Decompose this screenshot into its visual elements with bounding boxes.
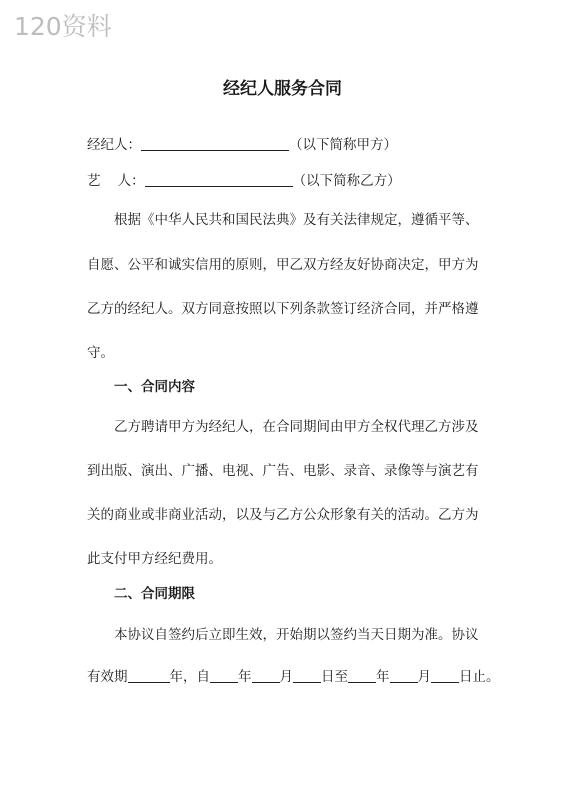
- preamble-line-4: 守。: [87, 345, 114, 361]
- agent-line: [87, 136, 507, 154]
- section-1-line-3: 关的商业或非商业活动，以及与乙方公众形象有关的活动。乙方为: [87, 507, 479, 523]
- preamble-line-2: 自愿、公平和诚实信用的原则，甲乙双方经友好协商决定，甲方为: [87, 257, 479, 273]
- end-year-field[interactable]: [348, 668, 376, 683]
- section-2-line-1: 本协议自签约后立即生效，开始期以签约当天日期为准。协议: [114, 627, 479, 643]
- artist-blank-field[interactable]: [145, 172, 293, 187]
- validity-period-line: [87, 668, 507, 686]
- agent-note: （以下简称甲方）: [289, 137, 397, 153]
- artist-note: （以下简称乙方）: [292, 173, 401, 189]
- start-year-field[interactable]: [210, 668, 238, 683]
- section-1-line-4: 此支付甲方经纪费用。: [87, 551, 222, 567]
- preamble-line-1: 根据《中华人民共和国民法典》及有关法律规定，遵循平等、: [114, 212, 479, 228]
- validity-prefix: 有效期: [87, 669, 128, 685]
- artist-label: 艺 人：: [87, 173, 145, 189]
- agent-blank-field[interactable]: [141, 136, 289, 151]
- start-day-to: 日至: [321, 669, 348, 685]
- start-day-field[interactable]: [293, 668, 321, 683]
- start-year-unit: 年: [238, 669, 252, 685]
- end-month-field[interactable]: [390, 668, 418, 683]
- section-1-heading: 一、合同内容: [114, 379, 195, 395]
- end-day-field[interactable]: [431, 668, 459, 683]
- agent-label: 经纪人：: [87, 137, 141, 153]
- year-unit-from: 年，自: [169, 669, 210, 685]
- document-title: 经纪人服务合同: [223, 79, 342, 99]
- start-month-unit: 月: [279, 669, 293, 685]
- section-1-line-1: 乙方聘请甲方为经纪人，在合同期间由甲方全权代理乙方涉及: [114, 419, 479, 435]
- section-2-heading: 二、合同期限: [114, 586, 195, 602]
- end-year-unit: 年: [376, 669, 390, 685]
- start-month-field[interactable]: [252, 668, 280, 683]
- preamble-line-3: 乙方的经纪人。双方同意按照以下列条款签订经济合同，并严格遵: [87, 301, 479, 317]
- end-day-unit: 日止。: [459, 669, 500, 685]
- watermark: 120资料: [14, 12, 112, 41]
- end-month-unit: 月: [417, 669, 431, 685]
- artist-line: [87, 172, 507, 190]
- section-1-line-2: 到出版、演出、广播、电视、广告、电影、录音、录像等与演艺有: [87, 463, 479, 479]
- validity-years-field[interactable]: [128, 668, 170, 683]
